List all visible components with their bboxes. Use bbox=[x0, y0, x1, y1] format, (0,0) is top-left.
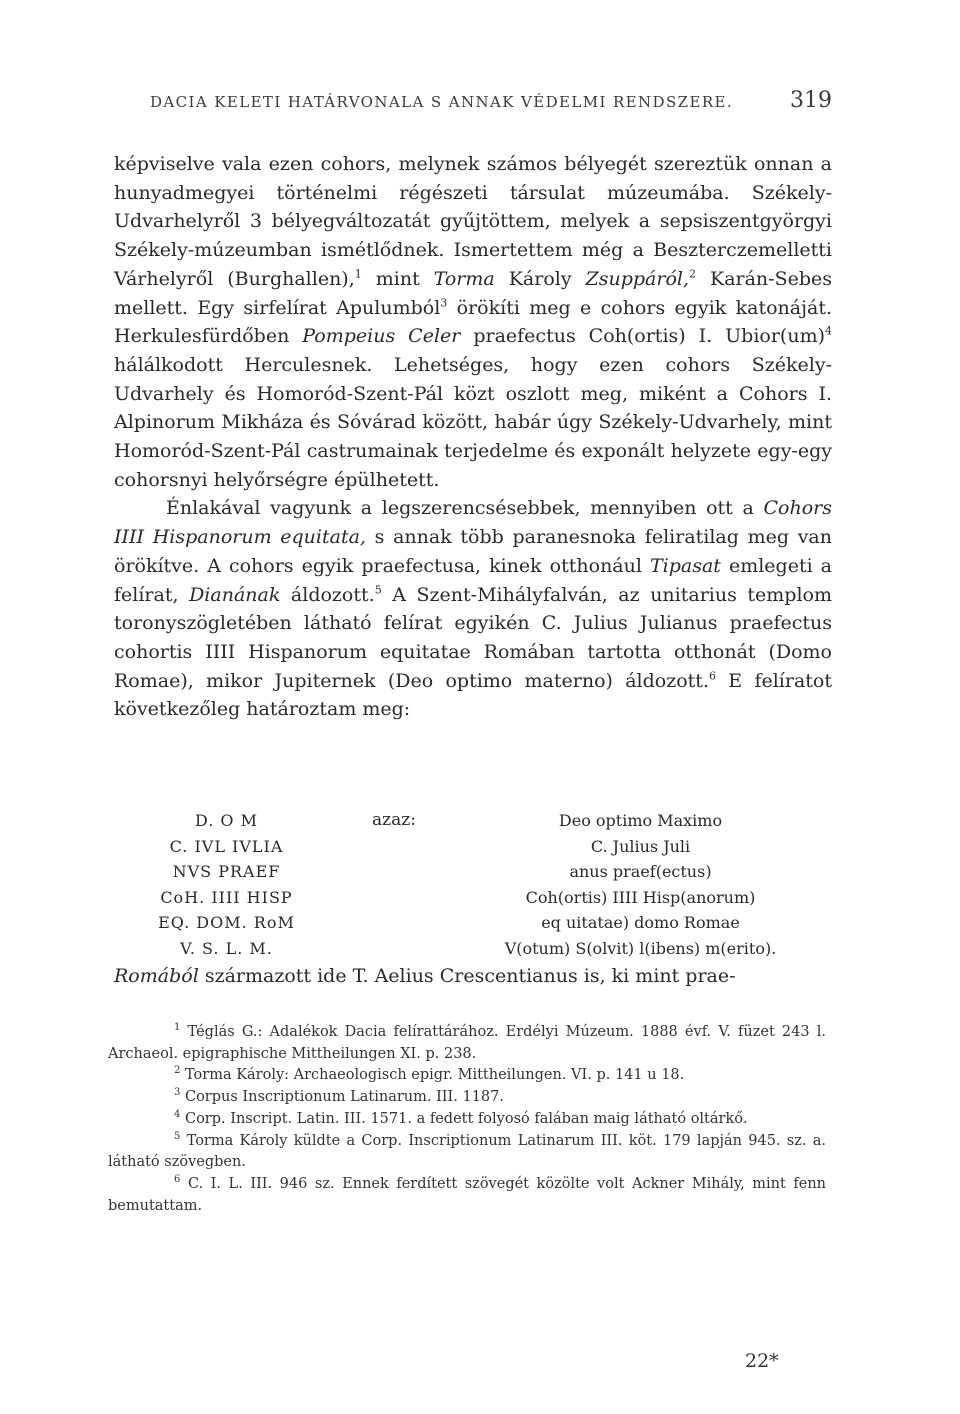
continuation-line: Romából származott ide T. Aelius Crescentianus is, ki mint prae- bbox=[114, 965, 736, 987]
inscription-row bbox=[114, 859, 832, 885]
inscription-row bbox=[114, 808, 832, 834]
footnote-3: $^3$ Corpus Inscriptionum Latinarum. III. 1187. bbox=[174, 1087, 504, 1106]
inscription-expanded: eq uitatae) domo Romae bbox=[541, 913, 740, 932]
inscription-expanded: anus praef(ectus) bbox=[569, 862, 712, 881]
footnote-1: $^1$ Téglás G.: Adalékok Dacia felírattárához. Erdélyi Múzeum. 1888 évf. V. füzet 243 l. Archaeol. epigraphische Mittheilungen XI. p. 238. bbox=[108, 1022, 827, 1062]
paragraph-1: képviselve vala ezen cohors, melynek számos bélyegét szereztük onnan a hunyadmegyei történelmi régészeti társulat múzeumába. Székely-Udvarhelyről 3 bélyegváltozatát gyűjtöttem, melyek a sepsiszentgyörgyi Székely-múzeumban ismétlődnek. Ismertettem még a Beszterczemelletti Várhelyről (Burghallen),$^1$ mint Torma Károly Zsuppáról,$^2$ Karán-Sebes mellett. Egy sirfelírat Apulumból$^3$ örökíti meg e cohors egyik katonáját. Herkulesfürdőben Pompeius Celer praefectus Coh(ortis) I. Ubior(um)$^4$ hálálkodott Herculesnek. Lehetséges, hogy ezen cohors Székely-Udvarhely és Homoród-Szent-Pál közt oszlott meg, miként a Cohors I. Alpinorum Mikháza és Sóvárad között, habár úgy Székely-Udvarhely, mint Homoród-Szent-Pál castrumainak terjedelme és exponált helyzete egy-egy cohorsnyi helyőrségre épülhetett. bbox=[114, 153, 833, 491]
inscription-row bbox=[114, 885, 832, 911]
printer-signature: 22* bbox=[745, 1350, 779, 1372]
inscription-original: D. O M bbox=[194, 811, 258, 830]
footnote-ref-2: 2 bbox=[689, 267, 697, 281]
footnote-ref-1: 1 bbox=[354, 267, 362, 281]
footnote-ref-3: 3 bbox=[440, 296, 448, 310]
inscription-expanded: Coh(ortis) IIII Hisp(anorum) bbox=[525, 887, 756, 907]
footnote-4: $^4$ Corp. Inscript. Latin. III. 1571. a fedett folyosó falában maig látható oltárkő. bbox=[174, 1108, 748, 1127]
footnote-5: $^5$ Torma Károly küldte a Corp. Inscriptionum Latinarum III. köt. 179 lapján 945. sz. a. látható szövegben. bbox=[108, 1130, 827, 1171]
inscription-original: CoH. IIII HISP bbox=[160, 887, 293, 907]
inscription-expanded: V(otum) S(olvit) l(ibens) m(erito). bbox=[504, 938, 777, 958]
page-number: 319 bbox=[790, 88, 832, 113]
inscription-original: EQ. DOM. RoM bbox=[158, 913, 295, 932]
inscription-expanded: C. Julius Juli bbox=[590, 836, 691, 856]
inscription-row bbox=[114, 936, 832, 962]
main-text bbox=[114, 150, 832, 724]
inscription-original: V. S. L. M. bbox=[180, 938, 273, 958]
footnote-ref-5: 5 bbox=[374, 583, 382, 597]
inscription-original: C. IVL IVLIA bbox=[169, 836, 284, 856]
footnote-2: $^2$ Torma Károly: Archaeologisch epigr. Mittheilungen. VI. p. 141 u 18. bbox=[174, 1065, 685, 1084]
azaz-label: azaz: bbox=[372, 810, 416, 830]
paragraph-2: Énlakával vagyunk a legszerencsésebbek, mennyiben ott a Cohors IIII Hispanorum equitata, s annak több paranesnoka feliratilag meg van örökítve. A cohors egyik praefectusa, kinek otthonául Tipasat emlegeti a felírat, Dianának áldozott.$^5$ A Szent-Mihályfalván, az unitarius templom toronyszögletében látható felírat egyikén C. Julius Julianus praefectus cohortis IIII Hispanorum equitatae Romában tartotta otthonát (Domo Romae), mikor Jupiternek (Deo optimo materno) áldozott.$^6$ E felíratot következőleg határoztam meg: bbox=[114, 497, 833, 721]
inscription-expanded: Deo optimo Maximo bbox=[558, 811, 723, 830]
inscription-table bbox=[114, 808, 832, 961]
footnote-ref-6: 6 bbox=[708, 669, 716, 683]
inscription-original: NVS PRAEF bbox=[172, 862, 281, 881]
running-title: DACIA KELETI HATÁRVONALA S ANNAK VÉDELMI RENDSZERE. bbox=[150, 93, 734, 111]
inscription-row bbox=[114, 834, 832, 860]
footnote-6: $^6$ C. I. L. III. 946 sz. Ennek ferdített szövegét közölte volt Ackner Mihály, mint fenn bemutattam. bbox=[108, 1174, 827, 1214]
footnote-ref-4: 4 bbox=[825, 324, 832, 338]
inscription-row bbox=[114, 910, 832, 936]
page-header bbox=[150, 88, 832, 113]
footnotes bbox=[108, 1022, 826, 1217]
